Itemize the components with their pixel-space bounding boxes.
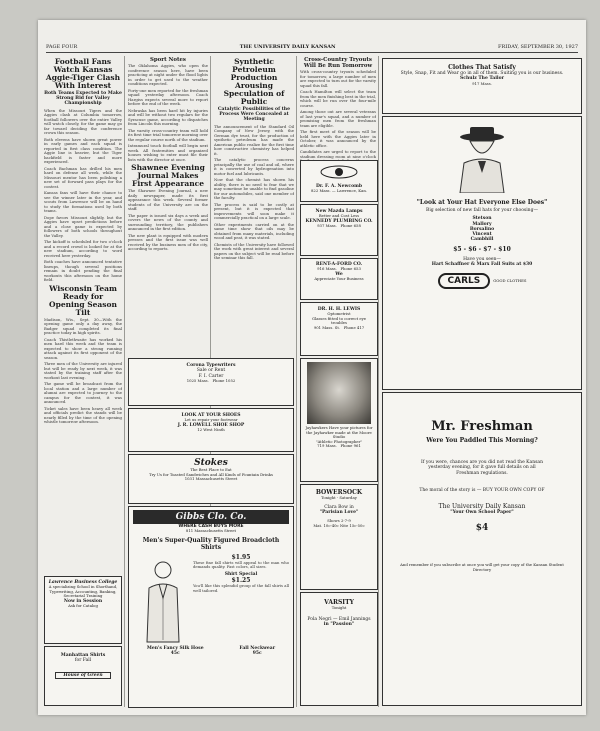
lowell-address: 12 West Ninth — [197, 427, 225, 433]
football-subhead: Both Teams Expected to Make Strong Bid for Valley Championship — [44, 91, 122, 107]
article-text: You'll like this splendid group of the fall shirts all well tailored. — [193, 583, 289, 593]
ad-manhattan — [44, 646, 122, 706]
page-number: PAGE FOUR — [46, 44, 78, 50]
rent-title: RENT-A-FORD CO. — [315, 262, 363, 267]
business-line: A specializing School in Shorthand, Typewriting, Accounting, Banking, Secretarial Training — [48, 584, 118, 599]
petroleum-headline: Synthetic Petroleum Production Arousing Speculation of Public — [223, 57, 285, 106]
column-2 — [128, 56, 208, 356]
article-text: The game will be broadcast from the local station and a large number of alumni are expected to journey to the campus for the contest, it was announced. — [44, 381, 122, 405]
ad-jayhawkers — [300, 358, 378, 482]
ad-lowell — [128, 408, 294, 452]
varsity-film: in "Passion" — [323, 621, 355, 627]
brand-borsalino: Borsalino — [469, 226, 495, 232]
freshman-paper: The University Daily Kansan — [438, 503, 526, 511]
column-3 — [214, 56, 294, 354]
column-rule — [296, 56, 297, 707]
schulz-title: Clothes That Satisfy — [448, 64, 516, 71]
ad-business-college — [44, 576, 122, 644]
newspaper-title: THE UNIVERSITY DAILY KANSAN — [239, 44, 336, 50]
gibbs-hose: Men's Fancy Silk Hose — [146, 645, 204, 651]
carls-line: Big selection of new fall hats for your choosing— — [426, 208, 538, 213]
ad-varsity — [300, 592, 378, 706]
bowersock-shows: Shows 2-7-9 — [327, 518, 351, 524]
corona-line: Sale or Rent — [196, 368, 226, 374]
ad-freshman — [382, 392, 582, 706]
wisconsin-headline: Wisconsin Team Ready for Opening Season Tilt — [49, 283, 117, 317]
article-text: The kickoff is scheduled for two o'clock and a record crowd is looked for at the new stadium, according to word received here yesterday. — [44, 239, 122, 258]
ad-corona — [128, 358, 294, 406]
manhattan-line: for Fall — [74, 658, 92, 664]
man-in-hat-illustration — [442, 123, 522, 193]
freshman-question: Were You Paddled This Morning? — [426, 437, 538, 444]
varsity-when: Tonight — [331, 605, 347, 610]
manhattan-logo: House of Green — [55, 672, 111, 679]
article-text: When the Missouri Tigers and the Aggies clash at Columbia tomorrow, football followers over the entire Valley will watch closely, for the game may go far toward deciding the conference crown this season. — [44, 107, 122, 136]
schulz-name: Schulz The Tailor — [459, 76, 505, 82]
brand-cambhill: Cambhill — [470, 237, 494, 243]
sport-notes-label: Sport Notes — [150, 57, 186, 63]
carls-logo: CARLS — [438, 273, 491, 289]
eye-icon — [319, 164, 359, 180]
petroleum-subhead: Catalytic Possibilities of the Process Were Concealed at Meeting — [217, 107, 291, 123]
business-cta: Now in Session — [63, 598, 103, 604]
article-text: The first meet of the season will be held here with the Aggies later in October, it was announced by the athletic office. — [300, 129, 376, 148]
cross-country-headline: Cross-Country Tryouts Will Be Run Tomorrow — [303, 57, 373, 69]
ad-stokes — [128, 454, 294, 504]
article-text: These fine fall shirts will appeal to the man who demands quality. Fast colors, all sizes. — [193, 559, 289, 570]
lewis-address: 901 Mass. St. — [313, 324, 341, 330]
column-1 — [44, 56, 122, 571]
kennedy-name: KENNEDY PLUMBING CO. — [305, 218, 373, 224]
ad-lewis — [300, 302, 378, 356]
article-text: Coach Thistlethwaite has worked his men hard this week and the team is expected to show a strong running attack against its first opponent of the season. — [44, 336, 122, 360]
gibbs-shirt-price: $1.25 — [231, 577, 251, 585]
carls-quote: "Look at Your Hat Everyone Else Does" — [416, 199, 548, 206]
carls-prices: $5 - $6 - $7 - $10 — [453, 245, 511, 253]
article-text: Ticket sales have been heavy all week and officials predict the stands will be nearly filled by the time of the opening whistle tomorrow afternoon. — [44, 405, 122, 425]
brand-mallory: Mallory — [472, 221, 492, 227]
article-text: With cross-country tryouts scheduled for tomorrow, a large number of men are expected to turn out for the varsity squad this fall. — [300, 69, 376, 88]
ad-bowersock — [300, 484, 378, 590]
article-text: The Shawnee Evening Journal, a new daily newspaper, made its first appearance this week. Several former students of the University are on the staff. — [128, 188, 208, 211]
kennedy-line1: New Mazda Lamps — [315, 209, 363, 214]
stokes-logo: Stokes — [194, 458, 228, 468]
gibbs-heading: Men's Super-Quality Figured Broadcloth Shirts — [142, 536, 280, 551]
article-text: Three men of the University are injured but will be ready by next week, it was stated by the training staff after the workout last evening. — [44, 361, 122, 380]
schulz-address: 917 Mass. — [472, 80, 492, 86]
article-text: The catalytic process concerns principally the use of coal and oil, where it is converted by hydrogenation into motor fuel and lubricants. — [214, 157, 294, 176]
article-text: Candidates are urged to report to the stadium dressing room at nine o'clock — [300, 149, 376, 159]
carls-seen: Have you seen— — [463, 256, 501, 262]
article-text: Among those out are several veterans of last year's squad, and a number of promising men from the freshman team are eligible. — [300, 109, 376, 128]
article-text: The varsity cross-country team will hold its first time trial tomorrow morning over the regular course north of the stadium. — [128, 127, 208, 142]
article-text: The process is said to be costly at present, but it is expected that improvements will soon make it commercially practical on a large scale. — [214, 201, 294, 221]
rent-address: 916 Mass. — [317, 266, 337, 272]
freshman-moral: The moral of the story is — BUY YOUR OWN COPY OF — [419, 487, 545, 493]
freshman-price: $4 — [475, 523, 489, 534]
business-logo: Lawrence Business College — [48, 580, 118, 585]
article-text: Both coaches have announced tentative lineups, though several positions remain in doubt pending the final workouts this afternoon on the home field. — [44, 259, 122, 283]
brand-stetson: Stetson — [472, 216, 492, 222]
article-text: Both elevens have shown great power in early games and each squad is reported in first class condition. The Aggie line is heavier, but the Tiger backfield is faster and more experienced. — [44, 136, 122, 165]
corona-phone: Phone 1052 — [212, 377, 236, 383]
schulz-line: Style, Snap, Fit and Wear go in all of them. Suiting you is our business. — [400, 71, 564, 76]
stokes-tag: The Best Place to Eat — [190, 467, 232, 472]
bowersock-title: BOWERSOCK — [315, 489, 363, 496]
article-text: Intramural touch football will begin next week. All fraternities and organized houses wishing to enter must file their lists with the director at once. — [128, 143, 208, 162]
issue-date: FRIDAY, SEPTEMBER 30, 1927 — [498, 44, 578, 50]
business-cta2: Ask for Catalog — [68, 603, 98, 609]
article-text: Kansas fans will have their chance to see the winner later in the year, and scouts from Lawrence will be on hand to study the formations used by both teams. — [44, 190, 122, 214]
football-headline: Football Fans Watch Kansas Aggie-Tiger Clash With Interest — [45, 57, 121, 90]
kennedy-phone: Phone 658 — [340, 223, 361, 229]
rent-line2: Appreciate Your Business — [314, 276, 364, 282]
article-text: Madison, Wis., Sept. 30—With the opening game only a day away, the Badger squad completed its final practice today in high spirits. — [44, 316, 122, 336]
gibbs-logo: Gibbs Clo. Co. — [133, 510, 289, 524]
article-text: Chemists of the University have followed the work with great interest and several papers on the subject will be read before the seminar this fall. — [214, 241, 294, 261]
gibbs-hose-price: 45c — [170, 651, 180, 657]
rent-phone: Phone 653 — [340, 266, 361, 272]
lowell-line: Let us repair your footwear — [184, 417, 238, 423]
column-rule — [378, 56, 379, 707]
gibbs-neckwear: Fall Neckwear — [239, 645, 276, 651]
lewis-line: Glasses fitted to correct eye troubles — [311, 315, 367, 326]
bowersock-film: "Parisian Love" — [319, 509, 359, 515]
jayhawkers-lines: Jayhawkers Have your pictures for the Jayhawker made at the Moore Studio — [305, 425, 373, 439]
article-text: The new plant is equipped with modern presses and the first issue was well received by the business men of the city, according to reports. — [128, 232, 208, 251]
lewis-sub: Optometrist — [327, 311, 351, 317]
ad-schulz — [382, 58, 582, 114]
carls-seen2: Hart Schaffner & Marx Fall Suits at $30 — [431, 262, 533, 268]
article-text: Coach Hamilton will select the team from the men finishing best in the trial, which will be run over the four-mile course. — [300, 89, 376, 108]
corona-address: 1025 Mass. — [186, 377, 209, 383]
ad-newcomb — [300, 160, 378, 202]
ad-kennedy — [300, 204, 378, 256]
carls-logo-sub: GOOD CLOTHES — [493, 278, 527, 284]
article-text: Dope favors Missouri slightly, but the Aggies have upset predictions before and a close game is expected by followers of both schools throughout the Valley. — [44, 214, 122, 238]
column-rule — [124, 56, 125, 707]
brand-vincent: Vincent — [472, 232, 492, 238]
corona-name: F. I. Carter — [198, 373, 224, 379]
freshman-title: Mr. Freshman — [431, 419, 533, 434]
newcomb-name: Dr. F. A. Newcomb — [316, 184, 362, 189]
kennedy-address: 937 Mass. — [317, 223, 337, 229]
gibbs-shirt-special: Shirt Special — [224, 571, 258, 577]
freshman-footer: And remember if you subscribe at once you will get your copy of the Kansan Student Directory — [400, 562, 564, 572]
newspaper-page — [38, 20, 586, 715]
lowell-name: J. R. LOWELL SHOE SHOP — [177, 422, 245, 428]
gibbs-price: $1.95 — [231, 553, 251, 561]
ad-gibbs — [128, 506, 294, 708]
kennedy-line2: Better and Cost Less — [318, 213, 360, 219]
gibbs-tag: WHERE CASH BUYS MORE — [178, 524, 244, 529]
portrait-photo — [307, 362, 371, 424]
varsity-star: Pola Negri — Emil Jannings — [307, 616, 371, 622]
jayhawkers-tag: "Athletic Photographer" — [315, 438, 363, 444]
gibbs-neck-price: 95c — [252, 651, 262, 657]
gibbs-address: 811 Massachusetts Street — [185, 528, 237, 534]
lewis-title: DR. H. H. LEWIS — [317, 307, 361, 312]
article-text: The announcement of the Standard Oil Company of New Jersey, with the German dye trust, for the production of synthetic petroleum has made the American public realize for the first time how constructive chemistry has helped it. — [214, 123, 294, 156]
article-text: The Oklahoma Aggies, who open the conference season here, have been practicing at night under the flood lights in order to get used to the weather conditions expected. — [128, 63, 208, 86]
corona-title: Corona Typewriters — [186, 363, 236, 368]
freshman-body: If you were, chances are you did not read the Kansan yesterday evening, for it gave full details on all Freshman regulations. — [421, 460, 543, 476]
lewis-phone: Phone 417 — [343, 324, 365, 330]
rent-line1: We — [335, 271, 343, 277]
bowersock-star: Clara Bow in — [324, 504, 354, 510]
freshman-tag: "Your Own School Paper" — [450, 510, 514, 516]
manhattan-title: Manhattan Shirts — [60, 653, 106, 658]
bowersock-when: Tonight - Saturday — [321, 495, 357, 500]
ad-carls — [382, 116, 582, 390]
newcomb-address: 822 Mass. — Lawrence, Kan. — [310, 188, 367, 194]
article-text: Forty-one men reported for the freshman squad yesterday afternoon. Coach Hargiss expects several more to report before the end of the week. — [128, 87, 208, 106]
jayhawkers-phone: Phone 961 — [340, 443, 361, 448]
article-text: The paper is issued six days a week and covers the news of the county and surrounding territory, the publishers announced in the first edition. — [128, 212, 208, 231]
shirt-illustration — [133, 554, 193, 644]
stokes-address: 1031 Massachusetts Street — [184, 476, 238, 481]
ad-rent-a-ford — [300, 258, 378, 300]
article-text: Now that the chemist has shown his ability, there is no need to fear that we may sometime be unable to find gasoline for our automobiles, said one member of the faculty. — [214, 177, 294, 201]
lowell-title: LOOK AT YOUR SHOES — [181, 413, 241, 418]
article-text: Coach Bachman has drilled his men hard on defense all week, while the Missouri mentor has been polishing a new set of forward pass plays for the contest. — [44, 165, 122, 189]
varsity-title: VARSITY — [324, 599, 354, 606]
shawnee-headline: Shawnee Evening Journal Makes First Appearance — [131, 163, 205, 188]
article-text: Other experiments carried on at the same time show that oils may be obtained from many materials, including wood and peat, it was stated. — [214, 221, 294, 241]
stokes-line: Try Us for Toasted Sandwiches and All Kinds of Fountain Drinks — [149, 471, 273, 477]
masthead — [46, 42, 578, 53]
article-text: Nebraska has been hard hit by injuries and will be without two regulars for the Syracuse game, according to dispatches from Lincoln this morning. — [128, 107, 208, 126]
jayhawkers-address: 719 Mass. — [317, 443, 337, 448]
bowersock-price: Mat. 10c-40c Nite 15c-50c — [313, 522, 365, 528]
